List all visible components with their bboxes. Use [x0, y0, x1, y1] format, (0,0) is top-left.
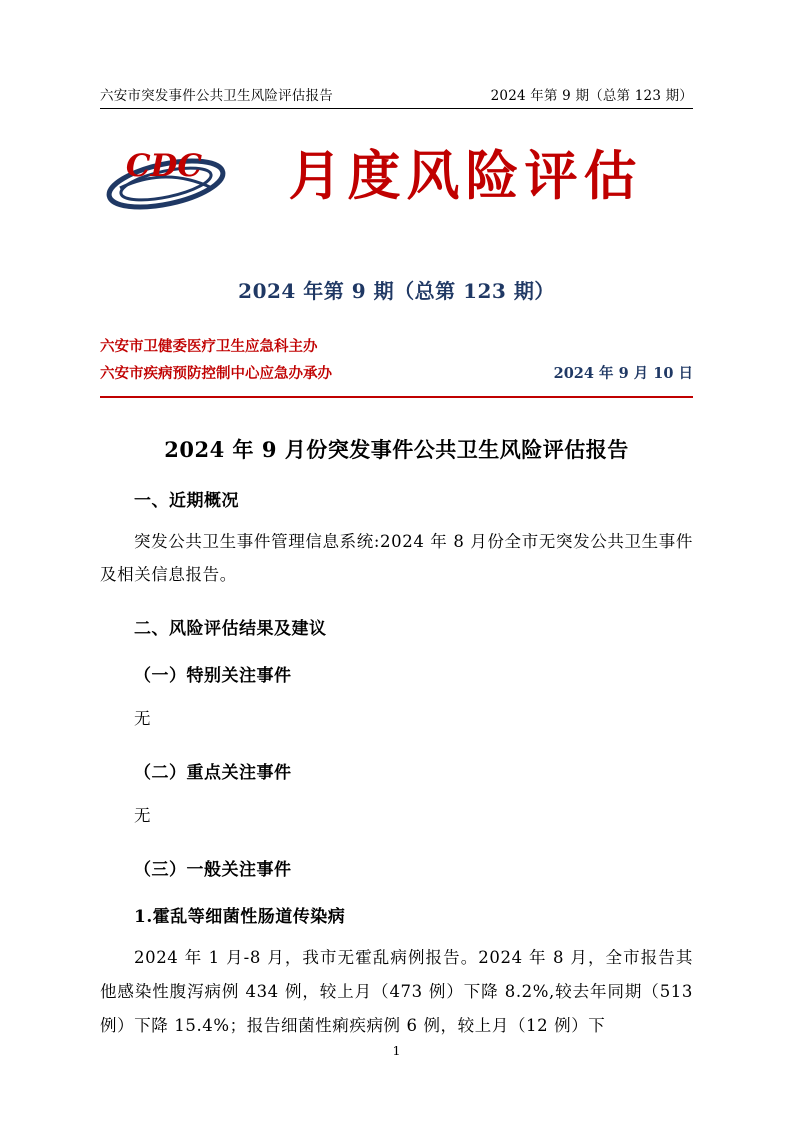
item-heading-1: 1.霍乱等细菌性肠道传染病: [134, 906, 346, 927]
item-1-paragraph: 2024 年 1 月-8 月，我市无霍乱病例报告。2024 年 8 月，全市报告其他感染性腹泻病例 434 例，较上月（473 例）下降 8.2%,较去年同期（513 例）下降 15.4%；报告细菌性痢疾病例 6 例，较上月（12 例）下: [100, 947, 693, 1035]
subsection-1-body: 无: [134, 709, 152, 729]
subsection-2-body: 无: [134, 806, 152, 826]
svg-text:CDC: CDC: [125, 148, 203, 184]
running-head: [100, 0, 693, 104]
masthead-title: 月度风险评估: [288, 144, 643, 207]
subsection-heading-2: （二）重点关注事件: [134, 763, 292, 784]
sponsor-row-2: [100, 361, 693, 388]
section-1-paragraph: 突发公共卫生事件管理信息系统:2024 年 8 月份全市无突发公共卫生事件及相关信息报告。: [100, 531, 693, 585]
masthead: [100, 133, 693, 219]
page-number: 1: [392, 1043, 401, 1058]
subsection-heading-1: （一）特别关注事件: [134, 666, 292, 687]
sponsor-block: [100, 334, 693, 388]
running-head-right: 2024 年第 9 期（总第 123 期）: [490, 88, 693, 104]
publish-date: 2024 年 9 月 10 日: [553, 364, 693, 382]
section-heading-2: 二、风险评估结果及建议: [134, 619, 327, 640]
sponsor-line-1: 六安市卫健委医疗卫生应急科主办: [100, 338, 318, 355]
sponsor-row-1: [100, 334, 693, 361]
running-head-left: 六安市突发事件公共卫生风险评估报告: [100, 88, 333, 104]
subsection-heading-3: （三）一般关注事件: [134, 859, 292, 880]
header-divider: [100, 108, 693, 109]
issue-line: 2024 年第 9 期（总第 123 期）: [238, 279, 555, 303]
section-heading-1: 一、近期概况: [134, 490, 239, 511]
red-divider: [100, 396, 693, 398]
document-title: 2024 年 9 月份突发事件公共卫生风险评估报告: [164, 436, 629, 462]
sponsor-line-2: 六安市疾病预防控制中心应急办承办: [100, 364, 332, 382]
cdc-logo-icon: [100, 136, 232, 216]
